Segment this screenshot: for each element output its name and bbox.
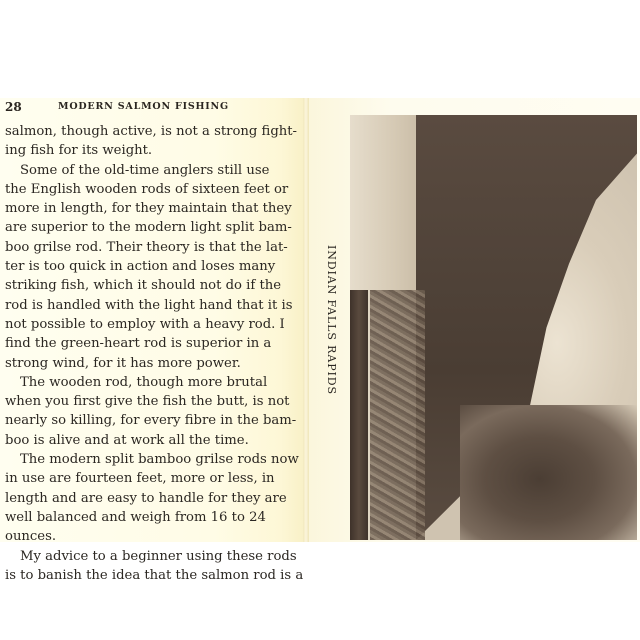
left-page: [0, 98, 305, 583]
text-line: rod is handled with the light hand that it is: [5, 297, 293, 313]
running-head: [5, 100, 285, 116]
text-line: ing fish for its weight.: [5, 143, 153, 159]
text-line: strong wind, for it has more power.: [5, 355, 241, 371]
text-line: is to banish the idea that the salmon rod is a: [5, 567, 304, 583]
text-line: salmon, though active, is not a strong fight-: [5, 124, 298, 139]
text-line: ter is too quick in action and loses many: [5, 259, 276, 275]
text-line: Some of the old-time anglers still use: [20, 162, 270, 178]
body-text: [5, 122, 304, 585]
plate-caption: [322, 245, 342, 445]
text-line: The wooden rod, though more brutal: [20, 374, 268, 390]
text-line: The modern split bamboo grilse rods now: [20, 452, 299, 468]
text-line: not possible to employ with a heavy rod. I: [5, 316, 285, 332]
photo-foreground-tree: [460, 405, 637, 540]
text-line: boo is alive and at work all the time.: [5, 432, 249, 448]
text-line: well balanced and weigh from 16 to 24: [5, 509, 266, 525]
text-line: nearly so killing, for every fibre in the bam-: [5, 413, 297, 429]
text-line: more in length, for they maintain that they: [5, 201, 292, 217]
text-line: the English wooden rods of sixteen feet or: [5, 181, 289, 197]
page-number: 28: [5, 100, 22, 114]
text-line: boo grilse rod. Their theory is that the lat-: [5, 239, 288, 255]
text-line: length and are easy to handle for they are: [5, 490, 287, 506]
running-head-title: MODERN SALMON FISHING: [58, 101, 229, 112]
text-line: when you first give the fish the butt, is not: [5, 394, 290, 410]
text-line: striking fish, which it should not do if the: [5, 278, 282, 294]
text-line: My advice to a beginner using these rods: [20, 548, 297, 564]
text-line: find the green-heart rod is superior in a: [5, 336, 272, 352]
text-line: in use are fourteen feet, more or less, in: [5, 471, 275, 487]
photo-boat: [350, 290, 368, 540]
plate-photograph: [350, 115, 637, 540]
plate-caption-text: INDIAN FALLS RAPIDS: [325, 245, 338, 395]
text-line: are superior to the modern light split bam-: [5, 220, 292, 236]
text-line: ounces.: [5, 529, 57, 545]
photo-rocks: [370, 290, 425, 540]
